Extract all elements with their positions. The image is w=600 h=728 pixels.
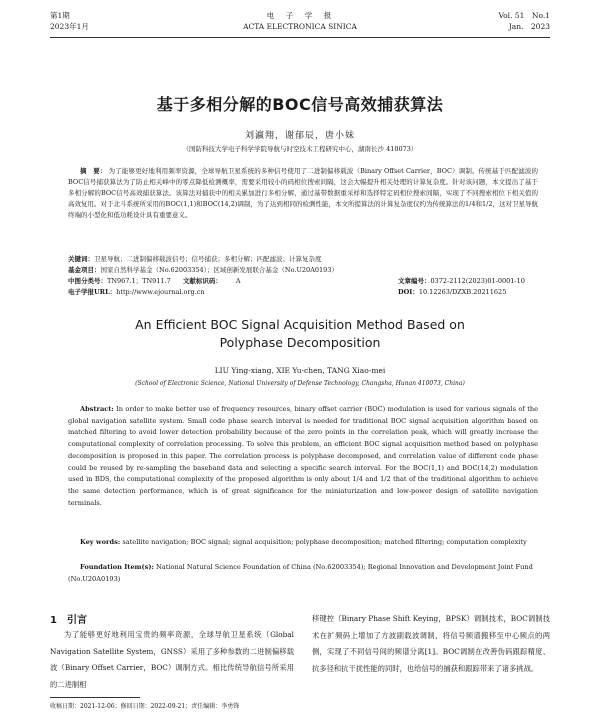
fund-en-text: National Natural Science Foundation of China (No.62003354); Regional Innovation and Development Joint Fund (No.U20A0193) — [68, 563, 533, 583]
header-issue: 第1期 — [50, 11, 70, 20]
paper-title-cn: 基于多相分解的BOC信号高效捕获算法 — [156, 95, 444, 114]
keywords-en-text: satellite navigation; BOC signal; signal acquisition; polyphase decomposition; matched filtering; computation complexity — [122, 538, 527, 546]
header-divider — [50, 37, 550, 38]
fund-cn — [68, 265, 338, 275]
abstract-cn-text: 为了能够更好地利用频率资源，全球导航卫星系统的多种信号使用了二进制偏移载波（Binary Offset Carrier，BOC）调制。传统基于匹配滤波的BOC信号捕获算法为了防止相关峰中的零点降低检测概率，需要采用较小的码相位搜索间隔，这会大幅提升相关处理的计算复杂度。针对该问题，本文提出了基于多相分解的BOC信号高效捕获算法。该算法对捕获中的相关累加进行多相分解，通过基带数据重采样和选择特定码相位搜索间隔，实现了不同搜索相位下相关值的高效复用。对于北斗系统所采用的BOC(1,1)和BOC(14,2)调制，为了达到相同的检测性能，本文所提算法的计算复杂度仅约为传统算法的1/4和1/2，这对卫星导航终端的小型化和低功耗设计具有重要意义。 — [68, 167, 538, 219]
doi-label: DOI： — [398, 288, 419, 296]
abstract-cn-label: 摘 要： — [80, 167, 107, 175]
paper-title-en-line1: An Efficient BOC Signal Acquisition Method Based on — [135, 317, 465, 332]
fund-en — [68, 562, 538, 585]
doi-link[interactable]: 10.12263/DZXB.20211625 — [418, 288, 507, 296]
header-volume: Vol. 51 No.1 — [498, 11, 550, 20]
doi — [398, 287, 506, 297]
url-label: 电子学报URL： — [68, 288, 117, 296]
paper-title-en — [0, 316, 600, 352]
authors-cn: 刘瀛翔，谢郁辰，唐小妹 — [244, 131, 355, 141]
keywords-cn-label: 关键词： — [68, 255, 94, 263]
abstract-en-label: Abstract: — [80, 405, 114, 413]
footnote-received-dates: 收稿日期：2021-12-06；修回日期：2022-09-21；责任编辑：李勇锋 — [50, 703, 240, 710]
fund-cn-text: 国家自然科学基金（No.62003354）；区域创新发展联合基金（No.U20A0193） — [100, 266, 338, 274]
doc-code-label: 文献标识码： — [182, 277, 222, 285]
article-no-value: 0372-2112(2023)01-0001-10 — [430, 277, 525, 285]
footnote-divider — [50, 697, 140, 698]
section-heading — [50, 611, 87, 626]
journal-url-link[interactable]: http://www.ejournal.org.cn — [116, 288, 205, 296]
keywords-cn-text: 卫星导航；二进制偏移载波信号；信号捕获；多相分解；匹配滤波；计算复杂度 — [94, 255, 322, 263]
affiliation-en: (School of Electronic Science, National University of Defense Technology, Changsha, Hunan 410073, China) — [135, 380, 465, 387]
header-volume-block — [498, 10, 550, 32]
body-text-left: 为了能够更好地利用宝贵的频率资源，全球导航卫星系统（Global Navigation Satellite System，GNSS）采用了多种参数的二进制偏移载波（Binary Offset Carrier，BOC）调制方式。相比传统导航信号所采用的二进制相 — [50, 630, 294, 689]
abstract-en — [68, 404, 538, 509]
affiliation-cn: （国防科技大学电子科学学院导航与时空技术工程研究中心，湖南长沙 410073） — [182, 145, 418, 153]
abstract-cn — [68, 166, 538, 221]
keywords-en-label: Key words: — [80, 538, 121, 546]
clc-label: 中图分类号： — [68, 277, 107, 285]
section-title: 引言 — [66, 615, 87, 626]
paper-title-en-line2: Polyphase Decomposition — [219, 335, 381, 350]
keywords-en — [68, 537, 538, 549]
header-journal-en: ACTA ELECTRONICA SINICA — [243, 22, 357, 31]
url-doi-row — [68, 287, 538, 297]
body-text-right: 移键控（Binary Phase Shift Keying，BPSK）调制技术，BOC调制技术在扩频码上增加了方波副载波调制，将信号频谱搬移至中心频点的两侧，实现了不同信号间的频谱分离[1]。BOC调制在改善伪码跟踪精度、抗多径和抗干扰性能的同时，也给信号的捕获和跟踪带来了诸多挑战。 — [312, 614, 550, 673]
fund-en-label: Foundation Item(s): — [80, 563, 154, 571]
section-number: 1 — [50, 615, 57, 626]
keywords-cn — [68, 254, 322, 264]
header-date-en: Jan. 2023 — [508, 22, 550, 31]
classification-row — [68, 276, 538, 286]
article-no — [398, 276, 525, 286]
authors-en: LIU Ying-xiang, XIE Yu-chen, TANG Xiao-mei — [214, 366, 386, 375]
header-journal-cn: 电 子 学 报 — [266, 11, 334, 20]
clc-value: TN967.1；TN911.7 — [107, 277, 171, 285]
header-date-cn: 2023年1月 — [50, 22, 89, 31]
article-no-label: 文章编号： — [398, 277, 431, 285]
doc-code-value: A — [235, 277, 241, 285]
abstract-en-text: In order to make better use of frequency resources, binary offset carrier (BOC) modulation is used for various signals of the global navigation satellite system. Small code phase search interval is needed for traditional BOC signal acquisition algorithm based on matched filtering to avoid lower detection probability because of the zero points in the correlation peak, which will greatly increase the computational complexity of correlation processing. To solve this problem, an efficient BOC signal acquisition method based on polyphase decomposition is proposed in this paper. The correlation process is polyphase decomposed, and correlation value of different code phase could be reused by re-sampling the baseband data and selecting a specific search interval. For the BOC(1,1) and BOC(14,2) modulation used in BDS, the computational complexity of the proposed algorithm is only about 1/4 and 1/2 that of the traditional algorithm to achieve the same detection performance, which is of great significance for the miniaturization and low-power design of satellite navigation terminals. — [68, 405, 538, 507]
fund-cn-label: 基金项目： — [68, 266, 101, 274]
